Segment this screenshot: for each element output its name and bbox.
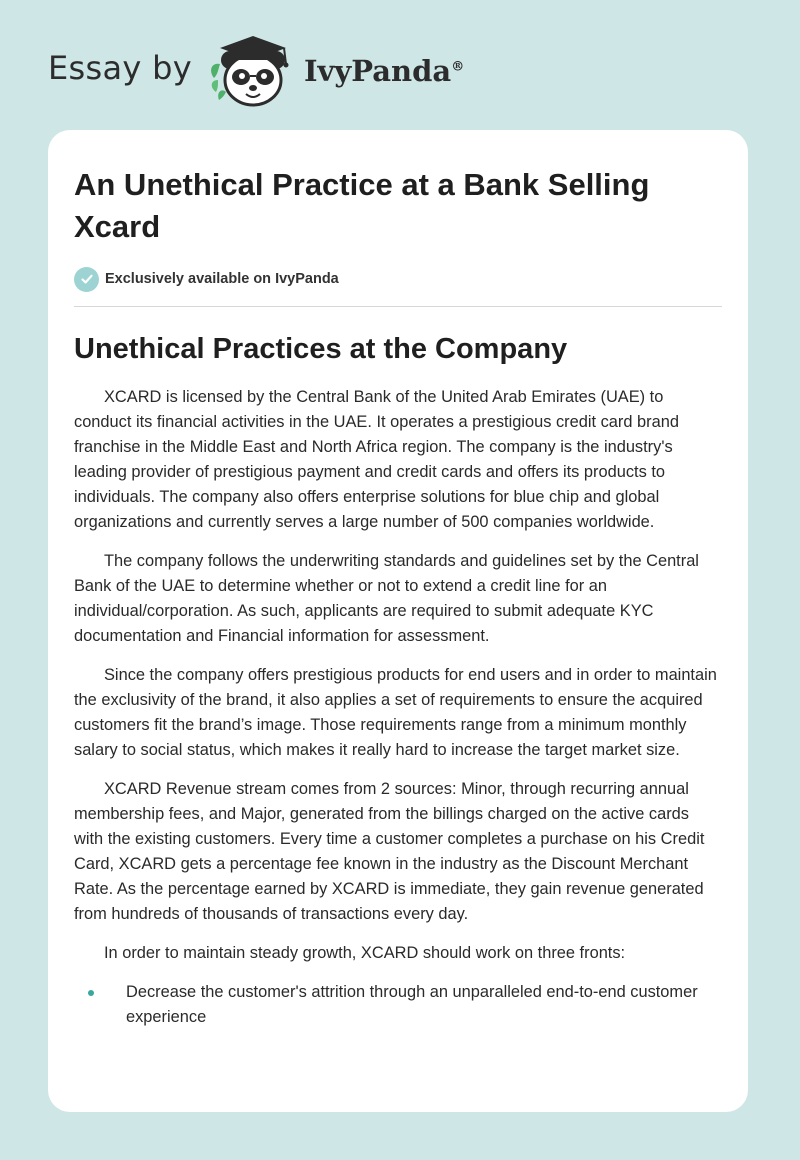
paragraph: XCARD is licensed by the Central Bank of the United Arab Emirates (UAE) to conduct its financial activities in the UAE. It operates a prestigious credit card brand franchise in the Middle East and North Africa region. The company is the industry's leading provider of prestigious payment and credit cards and offers its products to individuals. The company also offers enterprise solutions for blue chip and global organizations and currently serves a large number of 500 companies worldwide. <box>74 388 679 531</box>
badge-text: Exclusively available on IvyPanda <box>105 271 339 287</box>
check-circle-icon <box>74 267 99 292</box>
paragraph: In order to maintain steady growth, XCARD should work on three fronts: <box>104 944 626 962</box>
bullet-dot-icon <box>88 990 94 996</box>
bullet-list <box>74 980 722 1030</box>
essay-title: An Unethical Practice at a Bank Selling Xcard <box>74 167 650 244</box>
panda-logo-icon <box>206 30 300 110</box>
exclusive-badge <box>74 266 722 292</box>
divider <box>74 306 722 307</box>
paragraph: Since the company offers prestigious products for end users and in order to maintain the exclusivity of the brand, it also applies a set of requirements to ensure the acquired customers fit the brand’s image. Those requirements range from a minimum monthly salary to social status, which makes it really hard to increase the target market size. <box>74 666 717 759</box>
registered-mark: ® <box>451 59 465 75</box>
brand-header[interactable] <box>48 30 508 110</box>
brand-name: IvyPanda® <box>303 54 465 88</box>
paragraph: The company follows the underwriting standards and guidelines set by the Central Bank of the UAE to determine whether or not to extend a credit line for an individual/corporation. As such, applicants are required to submit adequate KYC documentation and Financial information for assessment. <box>74 552 699 645</box>
essay-body <box>74 385 722 1030</box>
list-item-text: Decrease the customer's attrition through an unparalleled end-to-end customer experience <box>126 983 698 1026</box>
paragraph: XCARD Revenue stream comes from 2 sources: Minor, through recurring annual membership fees, and Major, generated from the billings charged on the active cards with the existing customers. Every time a customer completes a purchase on his Credit Card, XCARD gets a percentage fee known in the industry as the Discount Merchant Rate. As the percentage earned by XCARD is immediate, they gain revenue generated from hundreds of thousands of transactions every day. <box>74 780 705 923</box>
list-item <box>74 980 722 1030</box>
section-heading: Unethical Practices at the Company <box>74 333 568 365</box>
brand-prefix: Essay by <box>48 49 192 87</box>
essay-card <box>48 130 748 1112</box>
